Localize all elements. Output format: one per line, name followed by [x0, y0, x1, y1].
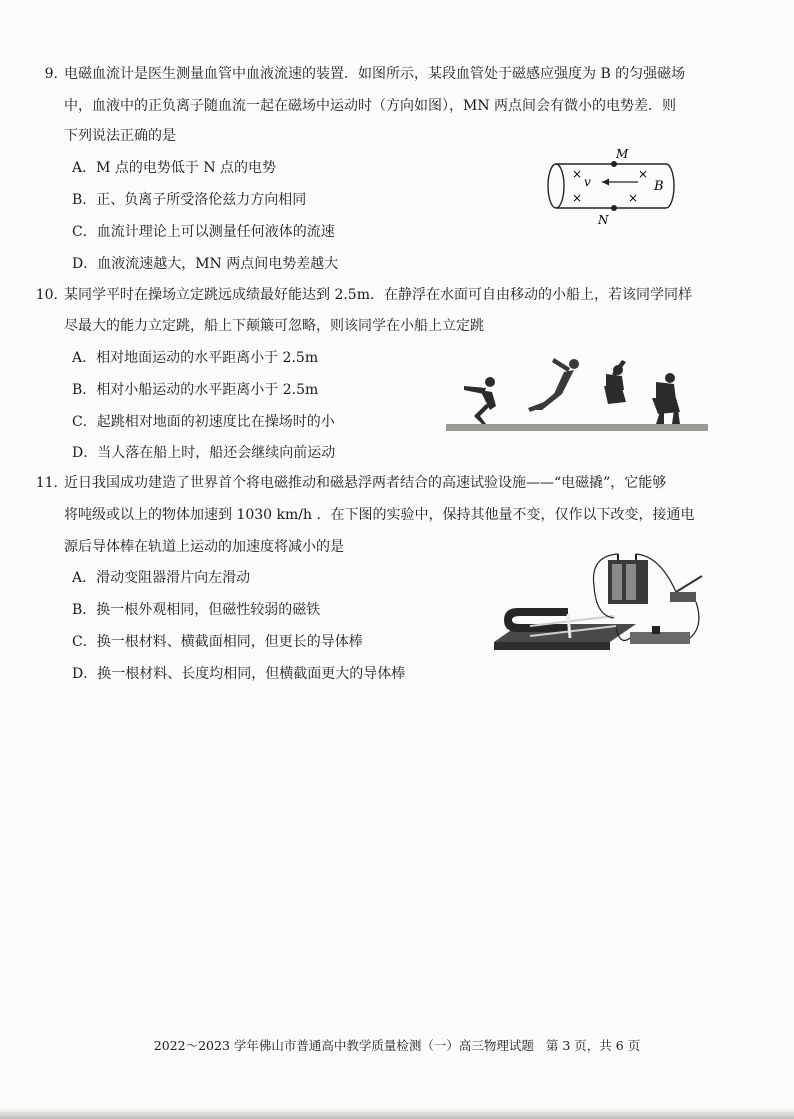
- question-text: 某同学平时在操场立定跳远成绩最好能达到 2.5m．在静浮在水面可自由移动的小船上，若该同学同样: [64, 287, 692, 303]
- cross-mark: ×: [628, 191, 639, 205]
- option-d: D．换一根材料、长度均相同，但横截面更大的导体棒: [72, 666, 406, 682]
- question-number: 9.: [44, 66, 58, 82]
- option-c: C．起跳相对地面的初速度比在操场时的小: [72, 414, 335, 430]
- option-c: C．换一根材料、横截面相同，但更长的导体棒: [72, 634, 363, 650]
- standing-jump-figure: [446, 350, 708, 434]
- option-b: B．正、负离子所受洛伦兹力方向相同: [72, 192, 307, 208]
- question-11-line-3: 源后导体棒在轨道上运动的加速度将减小的是: [64, 539, 344, 555]
- cross-mark: ×: [638, 167, 649, 181]
- cross-mark: ×: [572, 191, 583, 205]
- scan-edge: [0, 1108, 794, 1119]
- question-text: 电磁血流计是医生测量血管中血液流速的装置．如图所示，某段血管处于磁感应强度为 B 的匀强磁场: [64, 66, 686, 82]
- option-a: A．相对地面运动的水平距离小于 2.5m: [72, 350, 319, 366]
- rail-experiment-figure: [490, 546, 712, 662]
- option-a: A．滑动变阻器滑片向左滑动: [72, 570, 251, 586]
- exam-title: 2022～2023 学年佛山市普通高中教学质量检测（一）高三物理试题: [153, 1038, 534, 1053]
- question-text: 近日我国成功建造了世界首个将电磁推动和磁悬浮两者结合的高速试验设施——“电磁撬”，它能够: [64, 475, 667, 491]
- option-b: B．换一根外观相同，但磁性较弱的磁铁: [72, 602, 321, 618]
- option-c: C．血流计理论上可以测量任何液体的流速: [72, 224, 335, 240]
- option-d: D．血液流速越大，MN 两点间电势差越大: [72, 256, 339, 272]
- question-number: 11.: [35, 475, 58, 491]
- point-n-label: N: [598, 213, 609, 227]
- velocity-label: v: [584, 175, 591, 189]
- option-a: A．M 点的电势低于 N 点的电势: [72, 160, 277, 176]
- question-10-line-1: [28, 285, 692, 305]
- option-b: B．相对小船运动的水平距离小于 2.5m: [72, 382, 319, 398]
- question-11-line-1: [28, 473, 666, 493]
- field-b-label: B: [654, 179, 664, 194]
- question-9-line-2: 中，血液中的正负离子随血流一起在磁场中运动时（方向如图），MN 两点间会有微小的电势差．则: [64, 98, 677, 114]
- question-number: 10.: [35, 287, 58, 303]
- question-10-line-2: 尽最大的能力立定跳，船上下颠簸可忽略，则该同学在小船上立定跳: [64, 318, 484, 334]
- blood-vessel-figure: [540, 144, 690, 228]
- question-9-line-3: 下列说法正确的是: [64, 128, 176, 144]
- page-footer: [0, 1036, 794, 1054]
- question-11-line-2: 将吨级或以上的物体加速到 1030 km/h ．在下图的实验中，保持其他量不变，仅作以下改变，接通电: [64, 507, 695, 523]
- question-9-line-1: [28, 64, 685, 84]
- page-number: 第 3 页，共 6 页: [545, 1038, 641, 1053]
- cross-mark: ×: [572, 167, 583, 181]
- point-m-label: M: [616, 147, 629, 161]
- option-d: D．当人落在船上时，船还会继续向前运动: [72, 445, 336, 461]
